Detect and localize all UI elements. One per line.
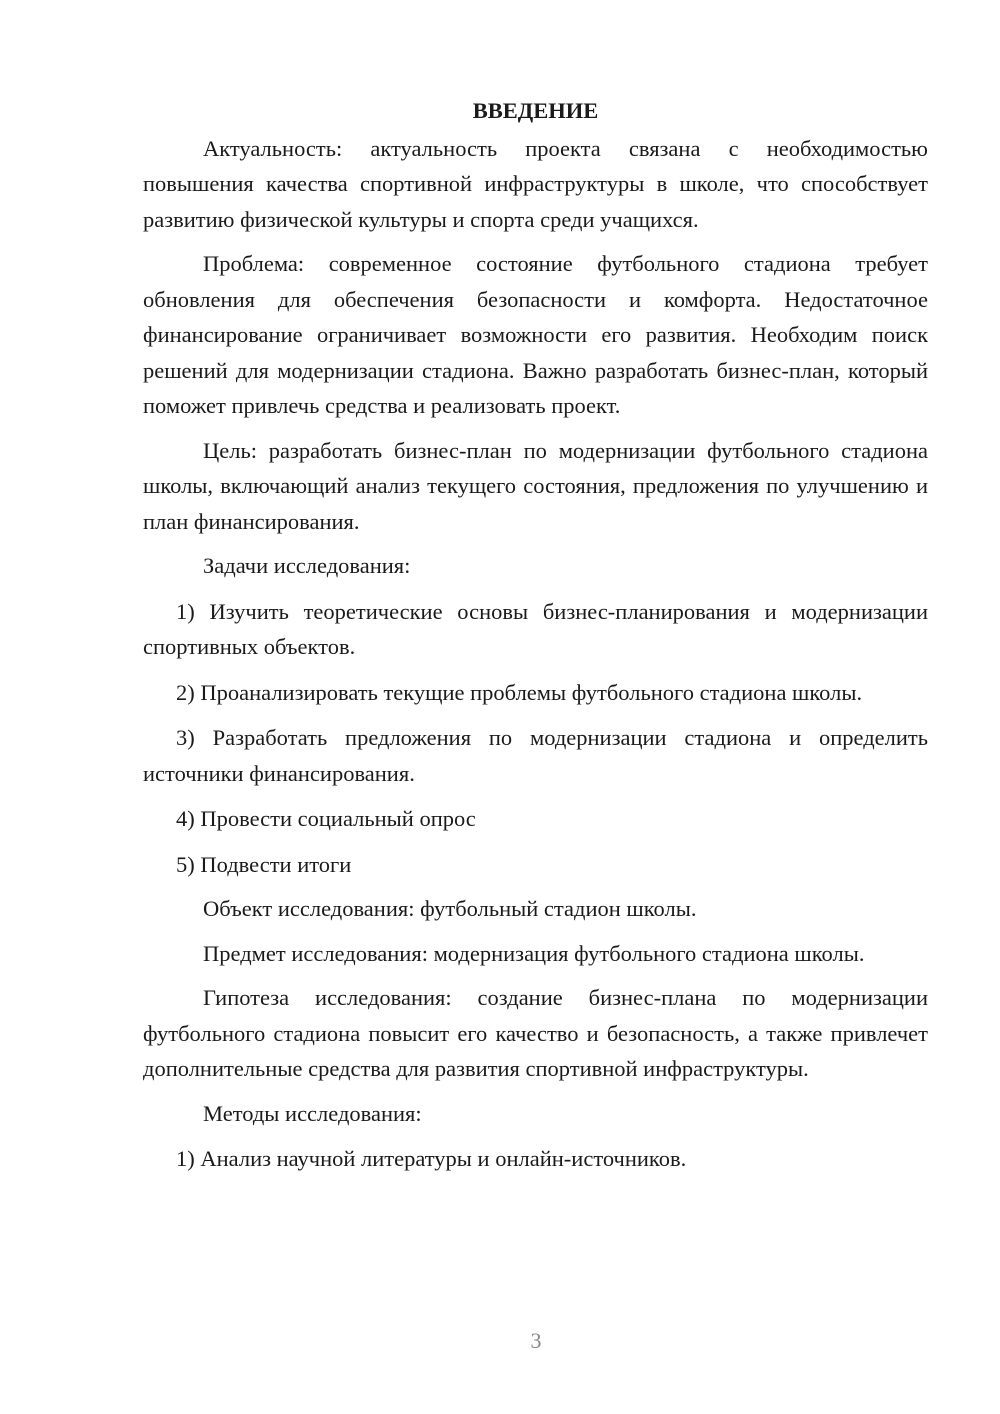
- methods-heading: Методы исследования:: [203, 1100, 422, 1126]
- task-item: 4) Провести социальный опрос: [176, 806, 476, 831]
- task-item: 2) Проанализировать текущие проблемы футбольного стадиона школы.: [176, 679, 863, 705]
- relevance-paragraph: Актуальность: актуальность проекта связана с необходимостью повышения качества спортивной инфраструктуры в школе, что способствует развитию физической культуры и спорта среди учащихся.: [143, 135, 928, 232]
- page-number: 3: [530, 1328, 542, 1353]
- task-item: 5) Подвести итоги: [176, 851, 352, 877]
- subject-paragraph: Предмет исследования: модернизация футбольного стадиона школы.: [203, 940, 865, 966]
- hypothesis-paragraph: Гипотеза исследования: создание бизнес-плана по модернизации футбольного стадиона повысит его качество и безопасность, а также привлечет дополнительные средства для развития спортивной инфраструктуры.: [143, 985, 928, 1081]
- object-paragraph: Объект исследования: футбольный стадион школы.: [203, 896, 697, 921]
- document-body: [143, 93, 928, 1177]
- goal-paragraph: Цель: разработать бизнес-план по модернизации футбольного стадиона школы, включающий анализ текущего состояния, предложения по улучшению и план финансирования.: [143, 437, 928, 534]
- problem-paragraph: Проблема: современное состояние футбольного стадиона требует обновления для обеспечения безопасности и комфорта. Недостаточное финансирование ограничивает возможности его развития. Необходим поиск решений для модернизации стадиона. Важно разработать бизнес-план, который поможет привлечь средства и реализовать проект.: [143, 251, 928, 418]
- section-title: ВВЕДЕНИЕ: [472, 98, 599, 123]
- method-item: 1) Анализ научной литературы и онлайн-источников.: [176, 1146, 687, 1171]
- task-item: 1) Изучить теоретические основы бизнес-планирования и модернизации спортивных объектов.: [143, 598, 928, 659]
- task-item: 3) Разработать предложения по модернизации стадиона и определить источники финансирования.: [143, 725, 928, 786]
- tasks-heading: Задачи исследования:: [203, 553, 411, 578]
